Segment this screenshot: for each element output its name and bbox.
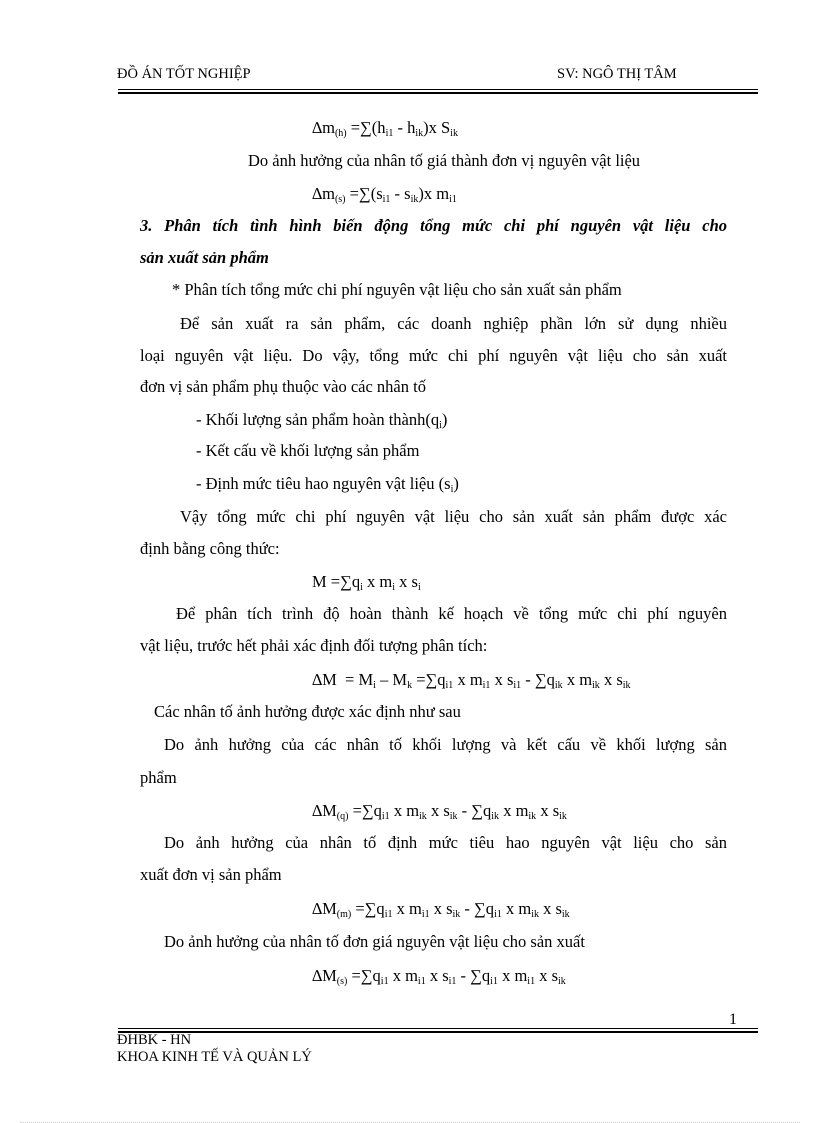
page-number: 1 [729, 1011, 737, 1028]
bullet-item: - Kết cấu về khối lượng sản phẩm [196, 441, 420, 460]
footer-line2: KHOA KINH TẾ VÀ QUẢN LÝ [117, 1049, 312, 1065]
text-line: Vậy tổng mức chi phí nguyên vật liệu cho sản xuất sản phẩm được xác [180, 507, 727, 526]
text-line: xuất đơn vị sản phẩm [140, 865, 282, 884]
text-line: phẩm [140, 768, 177, 787]
formula-delta-m-m: $\Delta M_{(m)} =\sum q_{i1}$ x $m_{i1}$ x $s_{ik} - \sum q_{i1}$ x $m_{ik}$ x $s_{ik}$ [312, 899, 570, 920]
bullet-item: - Khối lượng sản phẩm hoàn $thành(q_i)$ [196, 410, 448, 431]
text-line: Các nhân tố ảnh hưởng được xác định như sau [154, 702, 461, 721]
header-rule-bottom [118, 92, 758, 94]
formula-m: $M =\sum q_i$ x $m_i$ x $s_i$ [312, 572, 421, 593]
text-line: Do ảnh hưởng của nhân tố định mức tiêu hao nguyên vật liệu cho sản [164, 833, 727, 852]
header-right: SV: NGÔ THỊ TÂM [557, 66, 677, 82]
formula-dm-h: $\Delta m_{(h)} =\sum(h_{i1} - h_{ik})x$ $S_{ik}$ [312, 118, 458, 139]
section-heading: 3. Phân tích tình hình biến động tổng mức chi phí nguyên vật liệu cho [140, 216, 727, 235]
formula-dm-s: $\Delta m_{(s)} =\sum(s_{i1} - s_{ik})x$ $m_{i1}$ [312, 184, 457, 205]
text-line: Do ảnh hưởng của nhân tố đơn giá nguyên vật liệu cho sản xuất [164, 932, 585, 951]
bullet-item: - Định mức tiêu hao nguyên vật liệu $(s_i)$ [196, 474, 459, 495]
text-line: định bằng công thức: [140, 539, 280, 558]
footer-rule-bottom [118, 1031, 758, 1033]
text-line: Để phân tích trình độ hoàn thành kế hoạch về tổng mức chi phí nguyên [176, 604, 727, 623]
text-line: Do ảnh hưởng của nhân tố giá thành đơn vị nguyên vật liệu [248, 151, 641, 170]
formula-delta-m: $\Delta M = M_i - M_k =\sum q_{i1}$ x $m_{i1}$ x $s_{i1} - \sum q_{ik}$ x $m_{ik}$ x $s_{ik}$ [312, 670, 631, 691]
text-line: đơn vị sản phẩm phụ thuộc vào các nhân tố [140, 377, 426, 396]
formula-delta-m-s: $\Delta M_{(s)} =\sum q_{i1}$ x $m_{i1}$ x $s_{i1} - \sum q_{i1}$ x $m_{i1}$ x $s_{ik}$ [312, 966, 566, 987]
text-line: vật liệu, trước hết phải xác định đối tượng phân tích: [140, 636, 488, 655]
text-line: * Phân tích tổng mức chi phí nguyên vật liệu cho sản xuất sản phẩm [172, 280, 622, 299]
text-line: Để sản xuất ra sản phẩm, các doanh nghiệp phần lớn sử dụng nhiều [180, 314, 727, 333]
text-line: loại nguyên vật liệu. Do vậy, tổng mức chi phí nguyên vật liệu cho sản xuất [140, 346, 727, 365]
formula-delta-m-q: $\Delta M_{(q)} =\sum q_{i1}$ x $m_{ik}$ x $s_{ik} - \sum q_{ik}$ x $m_{ik}$ x $s_{ik}$ [312, 801, 567, 822]
section-heading-cont: sản xuất sản phẩm [140, 248, 269, 267]
header-left: ĐỒ ÁN TỐT NGHIỆP [117, 66, 251, 82]
footer-line1: ĐHBK - HN [117, 1032, 192, 1048]
footer-rule-top [118, 1028, 758, 1029]
text-line: Do ảnh hưởng của các nhân tố khối lượng và kết cấu về khối lượng sản [164, 735, 727, 754]
header-rule-top [118, 89, 758, 90]
